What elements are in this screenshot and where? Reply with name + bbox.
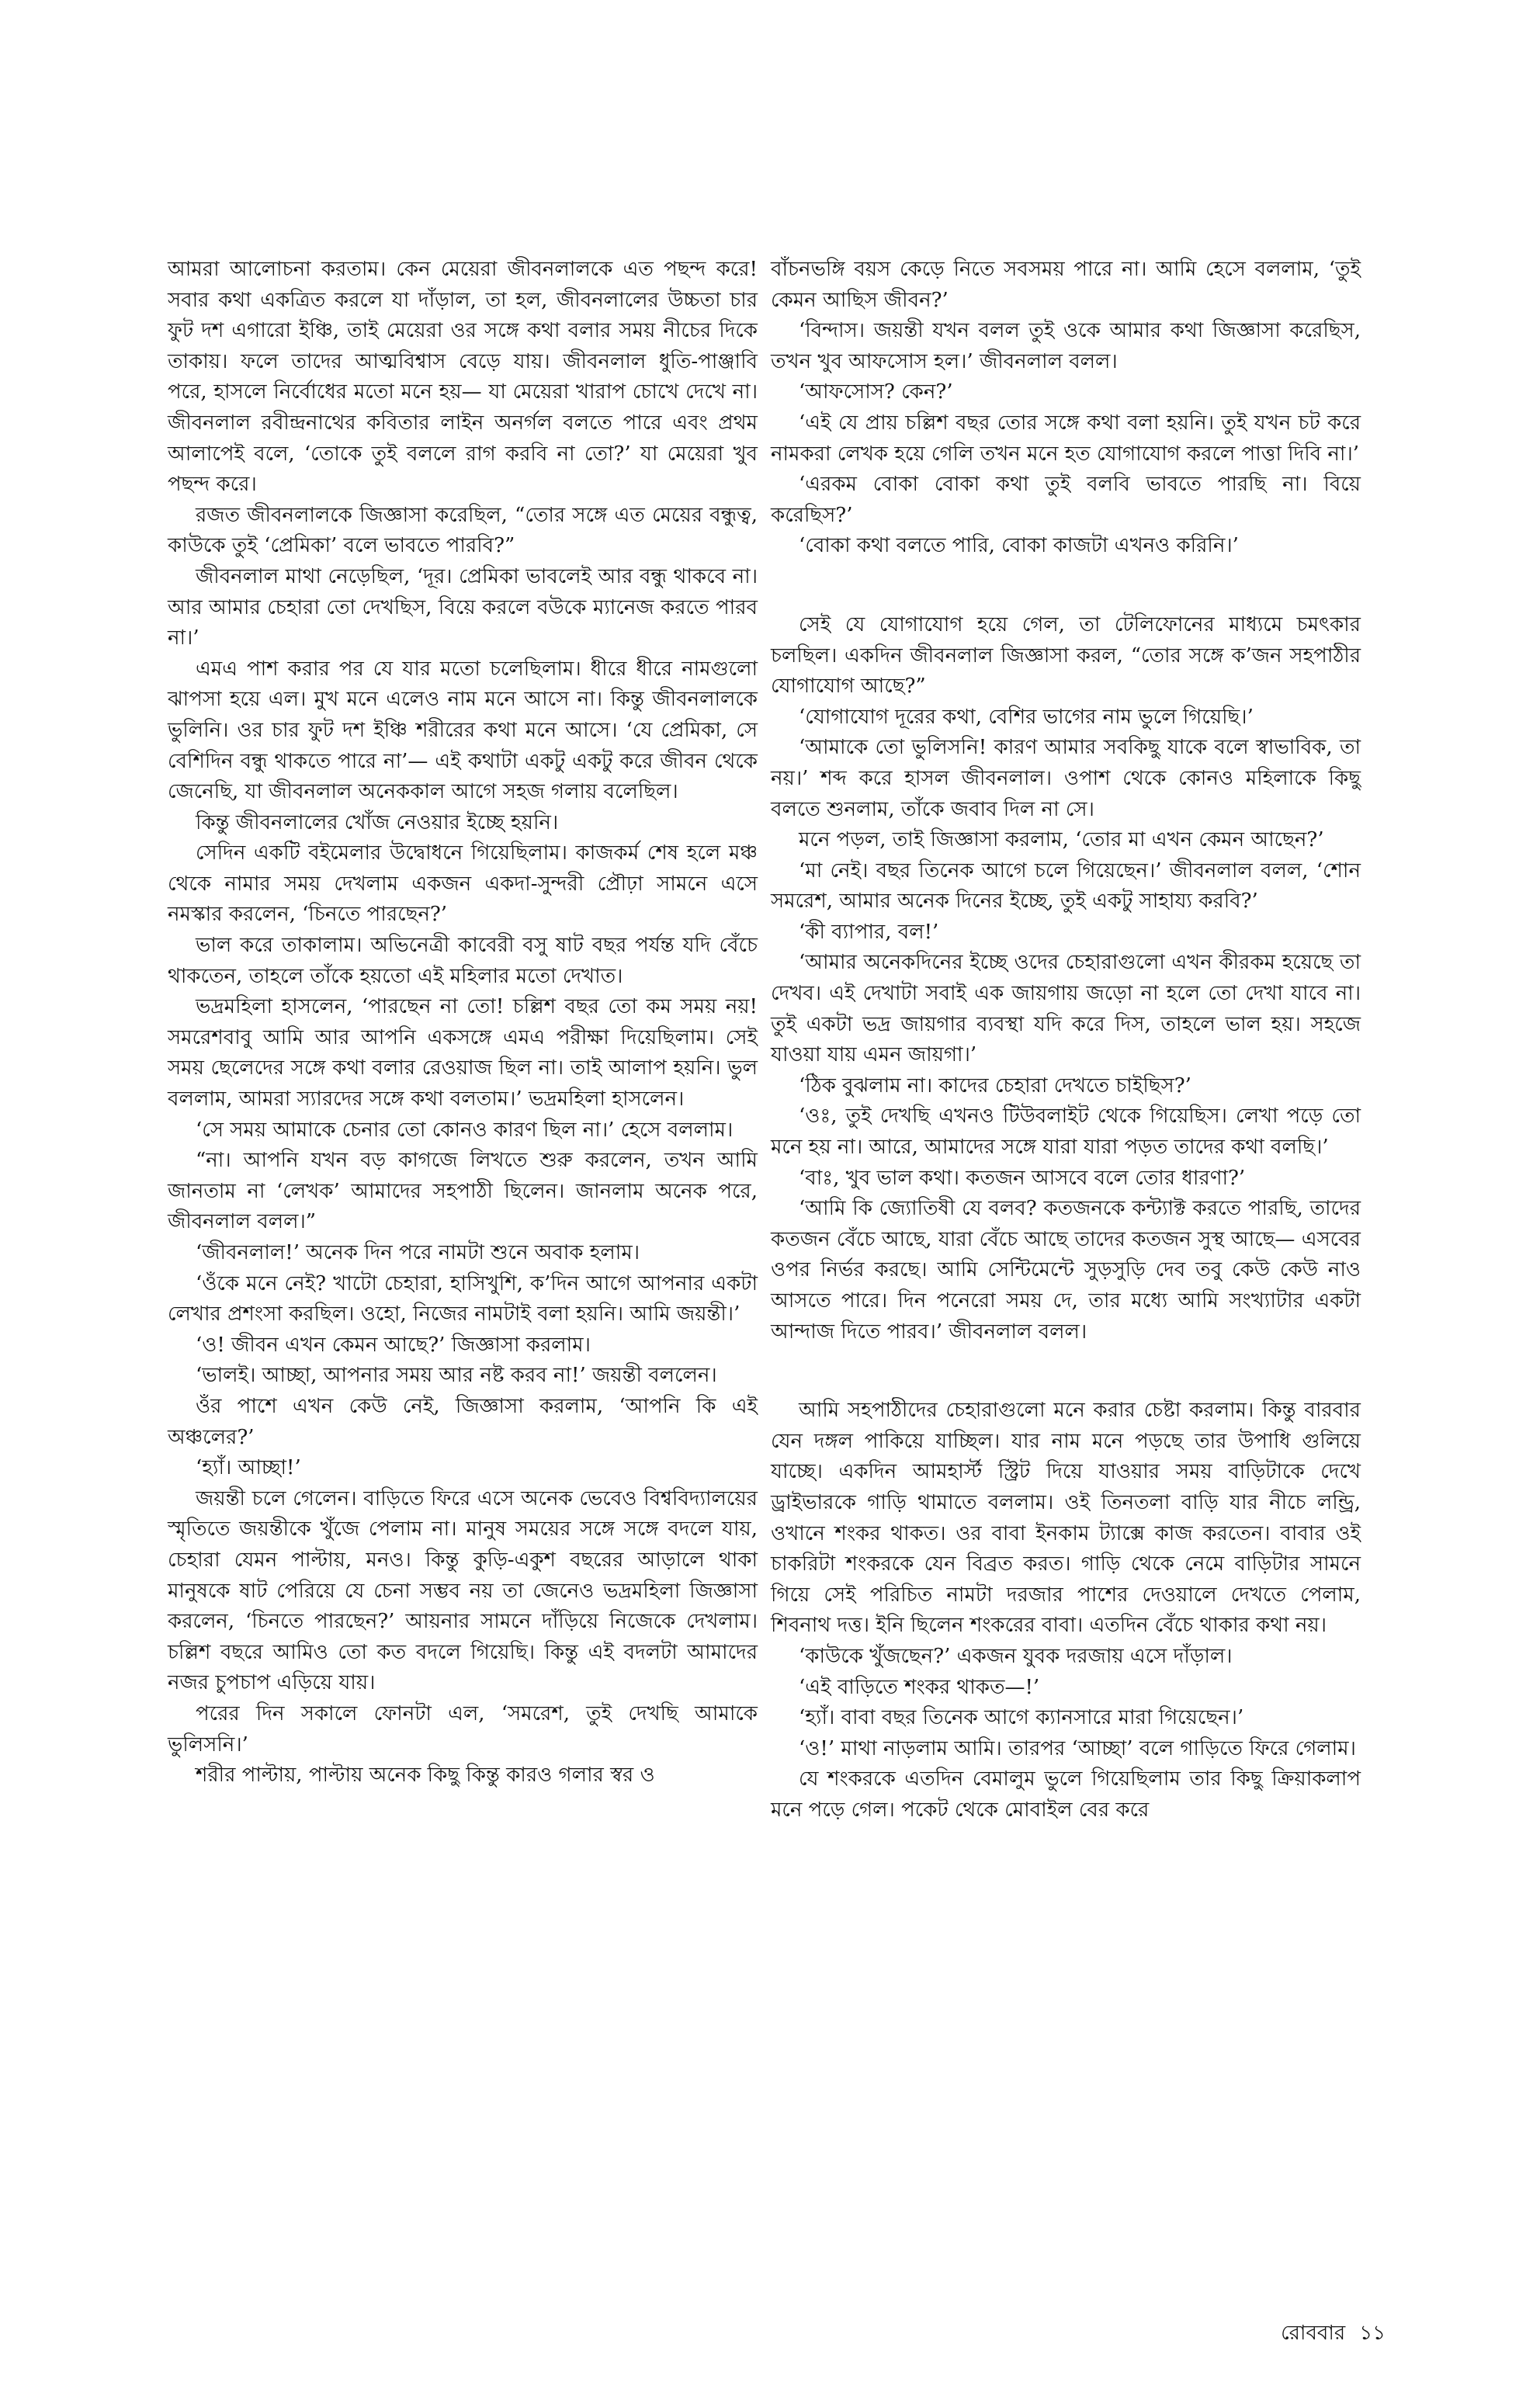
paragraph: ‘আফসোস? কেন?’ xyxy=(799,380,953,404)
paragraph: ‘আমি কি জ্যোতিষী যে বলব? কতজনকে কন্ট্যাক্ট করতে পারছি, তাদের কতজন বেঁচে আছে, যারা বেঁচে আছে তাদের কতজন সুস্থ আছে— এসবের ওপর নির্ভর করছে। আমি সেন্টিমেন্টে সুড়সুড়ি দেব তবু কেউ কেউ নাও আসতে পারে। দিন পনেরো সময় দে, তার মধ্যে আমি সংখ্যাটার একটা আন্দাজ দিতে পারব।’ জীবনলাল বলল। xyxy=(771,1197,1361,1344)
paragraph: আমি সহপাঠীদের চেহারাগুলো মনে করার চেষ্টা করলাম। কিন্তু বারবার যেন দঙ্গল পাকিয়ে যাচ্ছিল। যার নাম মনে পড়ছে তার উপাধি গুলিয়ে যাচ্ছে। একদিন আমহার্স্ট স্ট্রিট দিয়ে যাওয়ার সময় বাড়িটাকে দেখে ড্রাইভারকে গাড়ি থামাতে বললাম। ওই তিনতলা বাড়ি যার নীচে লন্ড্রি, ওখানে শংকর থাকত। ওর বাবা ইনকাম ট্যাক্সে কাজ করতেন। বাবার ওই চাকরিটা শংকরকে যেন বিব্রত করত। গাড়ি থেকে নেমে বাড়িটার সামনে গিয়ে সেই পরিচিত নামটা দরজার পাশের দেওয়ালে দেখতে পেলাম, শিবনাথ দত্ত। ইনি ছিলেন শংকরের বাবা। এতদিন বেঁচে থাকার কথা নয়। xyxy=(771,1399,1361,1638)
paragraph: ‘মা নেই। বছর তিনেক আগে চলে গিয়েছেন।’ জীবনলাল বলল, ‘শোন সমরেশ, আমার অনেক দিনের ইচ্ছে, তুই একটু সাহায্য করবি?’ xyxy=(771,858,1361,914)
page-number: ১১ xyxy=(1359,2322,1386,2345)
paragraph: সেই যে যোগাযোগ হয়ে গেল, তা টেলিফোনের মাধ্যমে চমৎকার চলছিল। একদিন জীবনলাল জিজ্ঞাসা করল, “তোর সঙ্গে ক’জন সহপাঠীর যোগাযোগ আছে?” xyxy=(771,612,1361,699)
paragraph: ওঁর পাশে এখন কেউ নেই, জিজ্ঞাসা করলাম, ‘আপনি কি এই অঞ্চলের?’ xyxy=(168,1394,758,1449)
paragraph: এমএ পাশ করার পর যে যার মতো চলেছিলাম। ধীরে ধীরে নামগুলো ঝাপসা হয়ে এল। মুখ মনে এলেও নাম মনে আসে না। কিন্তু জীবনলালকে ভুলিনি। ওর চার ফুট দশ ইঞ্চি শরীরের কথা মনে আসে। ‘যে প্রেমিকা, সে বেশিদিন বন্ধু থাকতে পারে না’— এই কথাটা একটু একটু করে জীবন থেকে জেনেছি, যা জীবনলাল অনেককাল আগে সহজ গলায় বলেছিল। xyxy=(168,657,758,804)
article-column-left xyxy=(168,255,758,1791)
paragraph: জয়ন্তী চলে গেলেন। বাড়িতে ফিরে এসে অনেক ভেবেও বিশ্ববিদ্যালয়ের স্মৃতিতে জয়ন্তীকে খুঁজে পেলাম না। মানুষ সময়ের সঙ্গে সঙ্গে বদলে যায়, চেহারা যেমন পাল্টায়, মনও। কিন্তু কুড়ি-একুশ বছরের আড়ালে থাকা মানুষকে ষাট পেরিয়ে যে চেনা সম্ভব নয় তা জেনেও ভদ্রমহিলা জিজ্ঞাসা করলেন, ‘চিনতে পারছেন?’ আয়নার সামনে দাঁড়িয়ে নিজেকে দেখলাম। চল্লিশ বছরে আমিও তো কত বদলে গিয়েছি। কিন্তু এই বদলটা আমাদের নজর চুপচাপ এড়িয়ে যায়। xyxy=(168,1486,758,1695)
paragraph: সেদিন একটি বইমেলার উদ্বোধনে গিয়েছিলাম। কাজকর্ম শেষ হলে মঞ্চ থেকে নামার সময় দেখলাম একজন একদা-সুন্দরী প্রৌঢ়া সামনে এসে নমস্কার করলেন, ‘চিনতে পারছেন?’ xyxy=(168,841,758,927)
paragraph: ‘এই যে প্রায় চল্লিশ বছর তোর সঙ্গে কথা বলা হয়নি। তুই যখন চট করে নামকরা লেখক হয়ে গেলি তখন মনে হত যোগাযোগ করলে পাত্তা দিবি না।’ xyxy=(771,411,1361,466)
paragraph: ‘আমার অনেকদিনের ইচ্ছে ওদের চেহারাগুলো এখন কীরকম হয়েছে তা দেখব। এই দেখাটা সবাই এক জায়গায় জড়ো না হলে তো দেখা যাবে না। তুই একটা ভদ্র জায়গার ব্যবস্থা যদি করে দিস, তাহলে ভাল হয়। সহজে যাওয়া যায় এমন জায়গা।’ xyxy=(771,951,1361,1067)
paragraph: ‘হ্যাঁ। আচ্ছা!’ xyxy=(196,1456,301,1480)
paragraph: ‘ওঁকে মনে নেই? খাটো চেহারা, হাসিখুশি, ক’দিন আগে আপনার একটা লেখার প্রশংসা করছিল। ওহো, নিজের নামটাই বলা হয়নি। আমি জয়ন্তী।’ xyxy=(168,1271,758,1327)
magazine-name: রোববার xyxy=(1281,2322,1346,2345)
paragraph: ‘কী ব্যাপার, বল!’ xyxy=(799,920,939,944)
paragraph: ‘যোগাযোগ দূরের কথা, বেশির ভাগের নাম ভুলে গিয়েছি।’ xyxy=(799,705,1254,729)
paragraph: ভাল করে তাকালাম। অভিনেত্রী কাবেরী বসু ষাট বছর পর্যন্ত যদি বেঁচে থাকতেন, তাহলে তাঁকে হয়তো এই মহিলার মতো দেখাত। xyxy=(168,934,758,988)
paragraph: ‘আমাকে তো ভুলিসনি! কারণ আমার সবকিছু যাকে বলে স্বাভাবিক, তা নয়।’ শব্দ করে হাসল জীবনলাল। ওপাশ থেকে কোনও মহিলাকে কিছু বলতে শুনলাম, তাঁকে জবাব দিল না সে। xyxy=(771,736,1361,821)
paragraph: ‘সে সময় আমাকে চেনার তো কোনও কারণ ছিল না।’ হেসে বললাম। xyxy=(196,1118,734,1142)
paragraph: ‘এই বাড়িতে শংকর থাকত—!’ xyxy=(799,1675,1040,1699)
paragraph: ‘ও! জীবন এখন কেমন আছে?’ জিজ্ঞাসা করলাম। xyxy=(196,1333,591,1357)
paragraph: ‘বাঃ, খুব ভাল কথা। কতজন আসবে বলে তোর ধারণা?’ xyxy=(799,1166,1246,1190)
paragraph: ‘এরকম বোকা বোকা কথা তুই বলবি ভাবতে পারছি না। বিয়ে করেছিস?’ xyxy=(771,473,1361,527)
paragraph: ভদ্রমহিলা হাসলেন, ‘পারছেন না তো! চল্লিশ বছর তো কম সময় নয়! সমরেশবাবু আমি আর আপনি একসঙ্গে এমএ পরীক্ষা দিয়েছিলাম। সেই সময় ছেলেদের সঙ্গে কথা বলার রেওয়াজ ছিল না। তাই আলাপ হয়নি। ভুল বললাম, আমরা স্যারদের সঙ্গে কথা বলতাম।’ ভদ্রমহিলা হাসলেন। xyxy=(168,995,758,1112)
paragraph: ‘বিন্দাস। জয়ন্তী যখন বলল তুই ওকে আমার কথা জিজ্ঞাসা করেছিস, তখন খুব আফসোস হল।’ জীবনলাল বলল। xyxy=(771,319,1361,373)
paragraph: ‘ও!’ মাথা নাড়লাম আমি। তারপর ‘আচ্ছা’ বলে গাড়িতে ফিরে গেলাম। xyxy=(799,1736,1356,1760)
page-footer xyxy=(1226,2317,1386,2351)
article-column-right xyxy=(771,255,1361,1826)
paragraph: রজত জীবনলালকে জিজ্ঞাসা করেছিল, “তোর সঙ্গে এত মেয়ের বন্ধুত্ব, কাউকে তুই ‘প্রেমিকা’ বলে ভাবতে পারবি?” xyxy=(168,503,758,558)
paragraph: ‘কাউকে খুঁজছেন?’ একজন যুবক দরজায় এসে দাঁড়াল। xyxy=(799,1644,1233,1668)
paragraph: পরের দিন সকালে ফোনটা এল, ‘সমরেশ, তুই দেখছি আমাকে ভুলিসনি।’ xyxy=(168,1701,758,1757)
paragraph: ‘ওঃ, তুই দেখছি এখনও টিউবলাইট থেকে গিয়েছিস। লেখা পড়ে তো মনে হয় না। আরে, আমাদের সঙ্গে যারা যারা পড়ত তাদের কথা বলছি।’ xyxy=(771,1105,1361,1160)
paragraph: বাঁচনভঙ্গি বয়স কেড়ে নিতে সবসময় পারে না। আমি হেসে বললাম, ‘তুই কেমন আছিস জীবন?’ xyxy=(771,258,1361,312)
paragraph: ‘বোকা কথা বলতে পারি, বোকা কাজটা এখনও করিনি।’ xyxy=(799,534,1239,558)
paragraph: জীবনলাল মাথা নেড়েছিল, ‘দূর। প্রেমিকা ভাবলেই আর বন্ধু থাকবে না। আর আমার চেহারা তো দেখছিস, বিয়ে করলে বউকে ম্যানেজ করতে পারব না।’ xyxy=(168,564,758,650)
paragraph: মনে পড়ল, তাই জিজ্ঞাসা করলাম, ‘তোর মা এখন কেমন আছেন?’ xyxy=(799,828,1324,852)
paragraph: আমরা আলোচনা করতাম। কেন মেয়েরা জীবনলালকে এত পছন্দ করে! সবার কথা একত্রিত করলে যা দাঁড়াল, তা হল, জীবনলালের উচ্চতা চার ফুট দশ এগারো ইঞ্চি, তাই মেয়েরা ওর সঙ্গে কথা বলার সময় নীচের দিকে তাকায়। ফলে তাদের আত্মবিশ্বাস বেড়ে যায়। জীবনলাল ধুতি-পাঞ্জাবি পরে, হাসলে নির্বোধের মতো মনে হয়— যা মেয়েরা খারাপ চোখে দেখে না। জীবনলাল রবীন্দ্রনাথের কবিতার লাইন অনর্গল বলতে পারে এবং প্রথম আলাপেই বলে, ‘তোকে তুই বললে রাগ করবি না তো?’ যা মেয়েরা খুব পছন্দ করে। xyxy=(168,258,758,497)
paragraph: ‘হ্যাঁ। বাবা বছর তিনেক আগে ক্যানসারে মারা গিয়েছেন।’ xyxy=(799,1706,1244,1730)
paragraph: যে শংকরকে এতদিন বেমালুম ভুলে গিয়েছিলাম তার কিছু ক্রিয়াকলাপ মনে পড়ে গেল। পকেট থেকে মোবাইল বের করে xyxy=(771,1767,1361,1822)
paragraph: কিন্তু জীবনলালের খোঁজ নেওয়ার ইচ্ছে হয়নি। xyxy=(196,810,559,834)
paragraph: ‘ঠিক বুঝলাম না। কাদের চেহারা দেখতে চাইছিস?’ xyxy=(799,1073,1191,1098)
paragraph: ‘ভালই। আচ্ছা, আপনার সময় আর নষ্ট করব না!’ জয়ন্তী বললেন। xyxy=(196,1364,717,1388)
paragraph: ‘জীবনলাল!’ অনেক দিন পরে নামটা শুনে অবাক হলাম। xyxy=(196,1241,640,1264)
paragraph: শরীর পাল্টায়, পাল্টায় অনেক কিছু কিন্তু কারও গলার স্বর ও xyxy=(196,1764,655,1788)
paragraph: “না। আপনি যখন বড় কাগজে লিখতে শুরু করলেন, তখন আমি জানতাম না ‘লেখক’ আমাদের সহপাঠী ছিলেন। জানলাম অনেক পরে, জীবনলাল বলল।” xyxy=(168,1149,758,1234)
